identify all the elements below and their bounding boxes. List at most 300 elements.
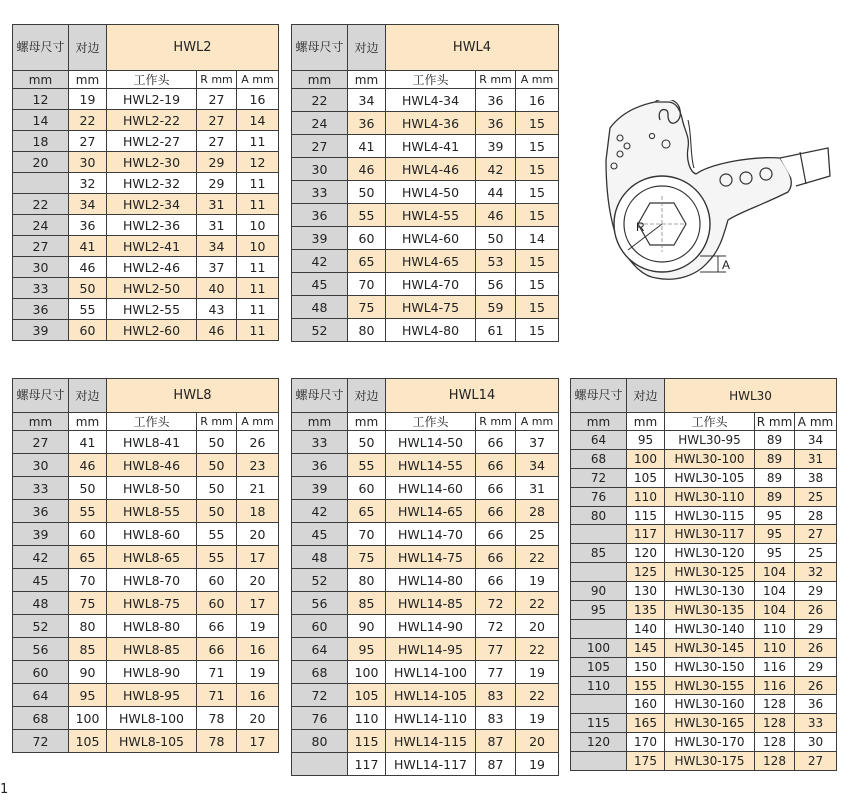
head-model-cell: HWL14-60 bbox=[386, 477, 476, 500]
table-row bbox=[571, 487, 837, 506]
a-value-cell: 11 bbox=[237, 173, 279, 194]
head-model-cell: HWL4-60 bbox=[386, 227, 476, 250]
table-row bbox=[571, 714, 837, 733]
a-value-cell: 23 bbox=[237, 454, 279, 477]
r-value-cell: 78 bbox=[197, 730, 237, 753]
a-value-cell: 15 bbox=[516, 296, 559, 319]
nut-size-cell: 95 bbox=[571, 601, 627, 620]
table-row bbox=[292, 89, 559, 112]
table-row bbox=[571, 695, 837, 714]
r-label: R bbox=[636, 220, 645, 234]
flat-size-cell: 115 bbox=[627, 506, 665, 525]
model-header: HWL30 bbox=[665, 379, 837, 413]
head-model-cell: HWL4-50 bbox=[386, 181, 476, 204]
flat-size-cell: 46 bbox=[69, 257, 107, 278]
unit-r-mm: R mm bbox=[197, 413, 237, 431]
head-model-cell: HWL4-46 bbox=[386, 158, 476, 181]
nut-size-cell bbox=[571, 563, 627, 582]
model-header: HWL8 bbox=[107, 379, 279, 413]
nut-size-cell: 18 bbox=[13, 131, 69, 152]
unit-a-mm: A mm bbox=[237, 413, 279, 431]
head-model-cell: HWL14-105 bbox=[386, 684, 476, 707]
page-number: 1 bbox=[0, 782, 9, 797]
nut-size-cell: 80 bbox=[571, 506, 627, 525]
r-value-cell: 78 bbox=[197, 707, 237, 730]
flat-size-cell: 55 bbox=[348, 204, 386, 227]
table-row bbox=[571, 676, 837, 695]
table-row bbox=[13, 707, 279, 730]
flat-size-cell: 160 bbox=[627, 695, 665, 714]
head-model-cell: HWL30-95 bbox=[665, 431, 755, 450]
head-model-cell: HWL2-34 bbox=[107, 194, 197, 215]
head-model-cell: HWL2-30 bbox=[107, 152, 197, 173]
a-value-cell: 11 bbox=[237, 257, 279, 278]
nut-size-cell: 48 bbox=[13, 592, 69, 615]
table-row bbox=[292, 431, 559, 454]
head-model-cell: HWL2-41 bbox=[107, 236, 197, 257]
r-value-cell: 89 bbox=[755, 487, 795, 506]
flat-size-cell: 75 bbox=[69, 592, 107, 615]
a-value-cell: 15 bbox=[516, 181, 559, 204]
nut-size-cell: 105 bbox=[571, 657, 627, 676]
r-value-cell: 60 bbox=[197, 569, 237, 592]
model-header: HWL14 bbox=[386, 379, 559, 413]
head-model-cell: HWL8-70 bbox=[107, 569, 197, 592]
r-value-cell: 50 bbox=[197, 454, 237, 477]
unit-a-mm: A mm bbox=[237, 71, 279, 89]
flat-size-cell: 135 bbox=[627, 601, 665, 620]
table-row bbox=[13, 661, 279, 684]
nut-size-header: 螺母尺寸 bbox=[13, 25, 69, 71]
head-model-cell: HWL30-160 bbox=[665, 695, 755, 714]
head-model-cell: HWL4-70 bbox=[386, 273, 476, 296]
a-value-cell: 22 bbox=[516, 638, 559, 661]
a-value-cell: 21 bbox=[237, 477, 279, 500]
table-row bbox=[571, 638, 837, 657]
nut-size-cell: 90 bbox=[571, 582, 627, 601]
table-row bbox=[292, 477, 559, 500]
table-row bbox=[292, 569, 559, 592]
r-value-cell: 104 bbox=[755, 601, 795, 620]
nut-size-cell: 72 bbox=[292, 684, 348, 707]
unit-flat-mm: mm bbox=[69, 71, 107, 89]
r-value-cell: 39 bbox=[476, 135, 516, 158]
head-model-cell: HWL14-75 bbox=[386, 546, 476, 569]
nut-size-cell: 80 bbox=[292, 730, 348, 753]
table-row bbox=[13, 215, 279, 236]
flat-size-cell: 125 bbox=[627, 563, 665, 582]
r-value-cell: 66 bbox=[476, 431, 516, 454]
table-row bbox=[292, 707, 559, 730]
nut-size-cell: 85 bbox=[571, 544, 627, 563]
flat-size-cell: 55 bbox=[69, 500, 107, 523]
r-value-cell: 116 bbox=[755, 676, 795, 695]
r-value-cell: 66 bbox=[476, 477, 516, 500]
nut-size-cell: 33 bbox=[13, 477, 69, 500]
head-model-cell: HWL14-90 bbox=[386, 615, 476, 638]
head-model-cell: HWL2-55 bbox=[107, 299, 197, 320]
head-model-cell: HWL30-175 bbox=[665, 752, 755, 771]
a-value-cell: 20 bbox=[237, 523, 279, 546]
nut-size-cell: 48 bbox=[292, 546, 348, 569]
nut-size-cell: 36 bbox=[13, 500, 69, 523]
flat-header: 对边 bbox=[348, 379, 386, 413]
flat-size-cell: 46 bbox=[69, 454, 107, 477]
a-value-cell: 15 bbox=[516, 135, 559, 158]
flat-size-cell: 95 bbox=[69, 684, 107, 707]
table-row bbox=[292, 753, 559, 776]
table-row bbox=[292, 684, 559, 707]
flat-size-cell: 80 bbox=[348, 319, 386, 342]
r-value-cell: 46 bbox=[476, 204, 516, 227]
wrench-head-diagram bbox=[600, 100, 832, 290]
table-row bbox=[571, 619, 837, 638]
flat-size-cell: 115 bbox=[348, 730, 386, 753]
table-row bbox=[571, 449, 837, 468]
table-row bbox=[571, 657, 837, 676]
nut-size-header: 螺母尺寸 bbox=[13, 379, 69, 413]
nut-size-cell: 24 bbox=[13, 215, 69, 236]
nut-size-cell: 72 bbox=[571, 468, 627, 487]
table-row bbox=[13, 236, 279, 257]
nut-size-cell: 33 bbox=[292, 431, 348, 454]
r-value-cell: 89 bbox=[755, 431, 795, 450]
head-model-cell: HWL8-105 bbox=[107, 730, 197, 753]
flat-size-cell: 75 bbox=[348, 546, 386, 569]
head-model-cell: HWL2-60 bbox=[107, 320, 197, 341]
table-row bbox=[13, 131, 279, 152]
table-row bbox=[292, 592, 559, 615]
table-row bbox=[13, 173, 279, 194]
nut-size-cell: 52 bbox=[292, 319, 348, 342]
r-value-cell: 128 bbox=[755, 714, 795, 733]
r-value-cell: 50 bbox=[197, 477, 237, 500]
flat-size-cell: 140 bbox=[627, 619, 665, 638]
a-value-cell: 19 bbox=[237, 615, 279, 638]
table-row bbox=[13, 278, 279, 299]
flat-size-cell: 100 bbox=[627, 449, 665, 468]
table-hwl14 bbox=[291, 378, 559, 776]
r-value-cell: 128 bbox=[755, 733, 795, 752]
r-value-cell: 31 bbox=[197, 215, 237, 236]
nut-size-cell: 36 bbox=[13, 299, 69, 320]
nut-size-cell: 36 bbox=[292, 454, 348, 477]
r-value-cell: 37 bbox=[197, 257, 237, 278]
model-header: HWL2 bbox=[107, 25, 279, 71]
flat-size-cell: 130 bbox=[627, 582, 665, 601]
nut-size-cell: 76 bbox=[571, 487, 627, 506]
nut-size-cell: 100 bbox=[571, 638, 627, 657]
table-row bbox=[292, 296, 559, 319]
nut-size-cell: 48 bbox=[292, 296, 348, 319]
flat-size-cell: 27 bbox=[69, 131, 107, 152]
head-model-cell: HWL4-55 bbox=[386, 204, 476, 227]
head-model-cell: HWL2-46 bbox=[107, 257, 197, 278]
r-value-cell: 104 bbox=[755, 563, 795, 582]
flat-size-cell: 50 bbox=[348, 431, 386, 454]
table-row bbox=[571, 563, 837, 582]
nut-size-cell: 33 bbox=[292, 181, 348, 204]
head-model-cell: HWL8-85 bbox=[107, 638, 197, 661]
r-value-cell: 53 bbox=[476, 250, 516, 273]
r-value-cell: 55 bbox=[197, 546, 237, 569]
flat-size-cell: 30 bbox=[69, 152, 107, 173]
nut-size-cell: 39 bbox=[292, 477, 348, 500]
table-row bbox=[292, 227, 559, 250]
r-value-cell: 55 bbox=[197, 523, 237, 546]
a-value-cell: 14 bbox=[237, 110, 279, 131]
head-model-cell: HWL30-125 bbox=[665, 563, 755, 582]
flat-size-cell: 36 bbox=[348, 112, 386, 135]
a-value-cell: 15 bbox=[516, 112, 559, 135]
head-model-cell: HWL30-120 bbox=[665, 544, 755, 563]
table-row bbox=[292, 204, 559, 227]
table-row bbox=[571, 468, 837, 487]
table-row bbox=[571, 601, 837, 620]
head-model-cell: HWL14-80 bbox=[386, 569, 476, 592]
r-value-cell: 60 bbox=[197, 592, 237, 615]
a-value-cell: 22 bbox=[516, 592, 559, 615]
nut-size-cell: 12 bbox=[13, 89, 69, 110]
table-row bbox=[13, 320, 279, 341]
nut-size-cell: 36 bbox=[292, 204, 348, 227]
table-row bbox=[13, 152, 279, 173]
r-value-cell: 36 bbox=[476, 89, 516, 112]
flat-size-cell: 55 bbox=[348, 454, 386, 477]
a-value-cell: 16 bbox=[237, 684, 279, 707]
a-value-cell: 29 bbox=[795, 619, 837, 638]
head-model-cell: HWL8-80 bbox=[107, 615, 197, 638]
a-value-cell: 17 bbox=[237, 546, 279, 569]
flat-size-cell: 36 bbox=[69, 215, 107, 236]
r-value-cell: 29 bbox=[197, 152, 237, 173]
r-value-cell: 83 bbox=[476, 684, 516, 707]
nut-size-cell: 115 bbox=[571, 714, 627, 733]
a-value-cell: 15 bbox=[516, 250, 559, 273]
head-model-cell: HWL30-135 bbox=[665, 601, 755, 620]
table-row bbox=[292, 661, 559, 684]
nut-size-cell: 42 bbox=[292, 250, 348, 273]
flat-size-cell: 110 bbox=[627, 487, 665, 506]
flat-size-cell: 105 bbox=[627, 468, 665, 487]
head-model-cell: HWL4-41 bbox=[386, 135, 476, 158]
a-value-cell: 26 bbox=[795, 676, 837, 695]
table-row bbox=[292, 615, 559, 638]
table-row bbox=[571, 582, 837, 601]
r-value-cell: 40 bbox=[197, 278, 237, 299]
unit-head: 工作头 bbox=[386, 71, 476, 89]
nut-size-cell: 68 bbox=[292, 661, 348, 684]
flat-header: 对边 bbox=[69, 25, 107, 71]
r-value-cell: 66 bbox=[197, 615, 237, 638]
head-model-cell: HWL14-65 bbox=[386, 500, 476, 523]
r-value-cell: 95 bbox=[755, 506, 795, 525]
r-value-cell: 66 bbox=[476, 546, 516, 569]
nut-size-cell: 27 bbox=[292, 135, 348, 158]
nut-size-cell: 24 bbox=[292, 112, 348, 135]
flat-size-cell: 117 bbox=[627, 525, 665, 544]
table-row bbox=[292, 454, 559, 477]
nut-size-cell: 20 bbox=[13, 152, 69, 173]
table-row bbox=[13, 638, 279, 661]
a-value-cell: 16 bbox=[516, 89, 559, 112]
flat-size-cell: 170 bbox=[627, 733, 665, 752]
nut-size-cell: 52 bbox=[13, 615, 69, 638]
head-model-cell: HWL4-75 bbox=[386, 296, 476, 319]
flat-size-cell: 50 bbox=[69, 278, 107, 299]
r-value-cell: 43 bbox=[197, 299, 237, 320]
flat-size-cell: 22 bbox=[69, 110, 107, 131]
a-value-cell: 29 bbox=[795, 582, 837, 601]
nut-size-cell: 56 bbox=[292, 592, 348, 615]
nut-size-cell: 60 bbox=[13, 661, 69, 684]
head-model-cell: HWL2-36 bbox=[107, 215, 197, 236]
a-value-cell: 16 bbox=[237, 89, 279, 110]
flat-size-cell: 105 bbox=[348, 684, 386, 707]
flat-size-cell: 80 bbox=[348, 569, 386, 592]
nut-size-cell bbox=[571, 525, 627, 544]
r-value-cell: 27 bbox=[197, 110, 237, 131]
head-model-cell: HWL8-41 bbox=[107, 431, 197, 454]
nut-size-cell: 30 bbox=[13, 454, 69, 477]
table-row bbox=[571, 506, 837, 525]
flat-size-cell: 85 bbox=[348, 592, 386, 615]
head-model-cell: HWL2-19 bbox=[107, 89, 197, 110]
head-model-cell: HWL30-110 bbox=[665, 487, 755, 506]
r-value-cell: 95 bbox=[755, 544, 795, 563]
flat-size-cell: 110 bbox=[348, 707, 386, 730]
a-value-cell: 15 bbox=[516, 204, 559, 227]
head-model-cell: HWL30-150 bbox=[665, 657, 755, 676]
r-value-cell: 50 bbox=[476, 227, 516, 250]
a-value-cell: 29 bbox=[795, 657, 837, 676]
r-value-cell: 77 bbox=[476, 638, 516, 661]
nut-size-cell: 76 bbox=[292, 707, 348, 730]
table-row bbox=[13, 194, 279, 215]
a-value-cell: 17 bbox=[237, 592, 279, 615]
flat-size-cell: 120 bbox=[627, 544, 665, 563]
a-value-cell: 20 bbox=[516, 615, 559, 638]
a-value-cell: 11 bbox=[237, 278, 279, 299]
r-value-cell: 50 bbox=[197, 431, 237, 454]
a-value-cell: 31 bbox=[795, 449, 837, 468]
nut-size-cell: 30 bbox=[13, 257, 69, 278]
flat-size-cell: 75 bbox=[348, 296, 386, 319]
table-row bbox=[13, 546, 279, 569]
head-model-cell: HWL30-105 bbox=[665, 468, 755, 487]
head-model-cell: HWL14-117 bbox=[386, 753, 476, 776]
a-value-cell: 10 bbox=[237, 215, 279, 236]
unit-nut-mm: mm bbox=[571, 413, 627, 431]
r-value-cell: 87 bbox=[476, 730, 516, 753]
nut-size-cell: 33 bbox=[13, 278, 69, 299]
a-value-cell: 26 bbox=[795, 638, 837, 657]
unit-nut-mm: mm bbox=[13, 413, 69, 431]
table-row bbox=[571, 733, 837, 752]
r-value-cell: 50 bbox=[197, 500, 237, 523]
head-model-cell: HWL14-115 bbox=[386, 730, 476, 753]
a-value-cell: 26 bbox=[237, 431, 279, 454]
r-value-cell: 87 bbox=[476, 753, 516, 776]
unit-flat-mm: mm bbox=[348, 71, 386, 89]
a-value-cell: 19 bbox=[516, 569, 559, 592]
a-value-cell: 27 bbox=[795, 752, 837, 771]
head-model-cell: HWL30-115 bbox=[665, 506, 755, 525]
flat-size-cell: 41 bbox=[69, 431, 107, 454]
head-model-cell: HWL4-36 bbox=[386, 112, 476, 135]
a-value-cell: 34 bbox=[795, 431, 837, 450]
nut-size-cell: 14 bbox=[13, 110, 69, 131]
table-row bbox=[292, 500, 559, 523]
nut-size-cell: 22 bbox=[13, 194, 69, 215]
table-row bbox=[13, 257, 279, 278]
head-model-cell: HWL4-80 bbox=[386, 319, 476, 342]
a-value-cell: 20 bbox=[516, 730, 559, 753]
head-model-cell: HWL30-165 bbox=[665, 714, 755, 733]
flat-size-cell: 60 bbox=[69, 523, 107, 546]
a-value-cell: 19 bbox=[516, 707, 559, 730]
unit-flat-mm: mm bbox=[627, 413, 665, 431]
r-value-cell: 46 bbox=[197, 320, 237, 341]
table-row bbox=[13, 454, 279, 477]
nut-size-cell: 39 bbox=[13, 523, 69, 546]
nut-size-cell: 45 bbox=[13, 569, 69, 592]
table-hwl2 bbox=[12, 24, 279, 341]
head-model-cell: HWL14-85 bbox=[386, 592, 476, 615]
table-row bbox=[13, 730, 279, 753]
head-model-cell: HWL14-110 bbox=[386, 707, 476, 730]
a-value-cell: 31 bbox=[516, 477, 559, 500]
flat-size-cell: 55 bbox=[69, 299, 107, 320]
nut-size-cell: 120 bbox=[571, 733, 627, 752]
flat-size-cell: 65 bbox=[348, 500, 386, 523]
unit-flat-mm: mm bbox=[69, 413, 107, 431]
flat-size-cell: 50 bbox=[69, 477, 107, 500]
a-value-cell: 26 bbox=[795, 601, 837, 620]
a-value-cell: 27 bbox=[795, 525, 837, 544]
flat-size-cell: 100 bbox=[69, 707, 107, 730]
table-row bbox=[292, 158, 559, 181]
table-row bbox=[571, 544, 837, 563]
r-value-cell: 104 bbox=[755, 582, 795, 601]
nut-size-cell: 22 bbox=[292, 89, 348, 112]
r-value-cell: 71 bbox=[197, 684, 237, 707]
head-model-cell: HWL8-65 bbox=[107, 546, 197, 569]
head-model-cell: HWL14-70 bbox=[386, 523, 476, 546]
head-model-cell: HWL8-75 bbox=[107, 592, 197, 615]
a-value-cell: 19 bbox=[237, 661, 279, 684]
a-value-cell: 22 bbox=[516, 684, 559, 707]
a-value-cell: 33 bbox=[795, 714, 837, 733]
nut-size-header: 螺母尺寸 bbox=[292, 379, 348, 413]
table-row bbox=[571, 752, 837, 771]
r-value-cell: 66 bbox=[476, 523, 516, 546]
nut-size-cell: 27 bbox=[13, 431, 69, 454]
r-value-cell: 27 bbox=[197, 131, 237, 152]
nut-size-cell bbox=[571, 695, 627, 714]
head-model-cell: HWL30-145 bbox=[665, 638, 755, 657]
r-value-cell: 29 bbox=[197, 173, 237, 194]
flat-size-cell: 32 bbox=[69, 173, 107, 194]
a-value-cell: 32 bbox=[795, 563, 837, 582]
nut-size-cell: 42 bbox=[292, 500, 348, 523]
flat-size-cell: 105 bbox=[69, 730, 107, 753]
table-row bbox=[571, 525, 837, 544]
unit-a-mm: A mm bbox=[795, 413, 837, 431]
head-model-cell: HWL30-100 bbox=[665, 449, 755, 468]
a-value-cell: 11 bbox=[237, 194, 279, 215]
r-value-cell: 89 bbox=[755, 468, 795, 487]
